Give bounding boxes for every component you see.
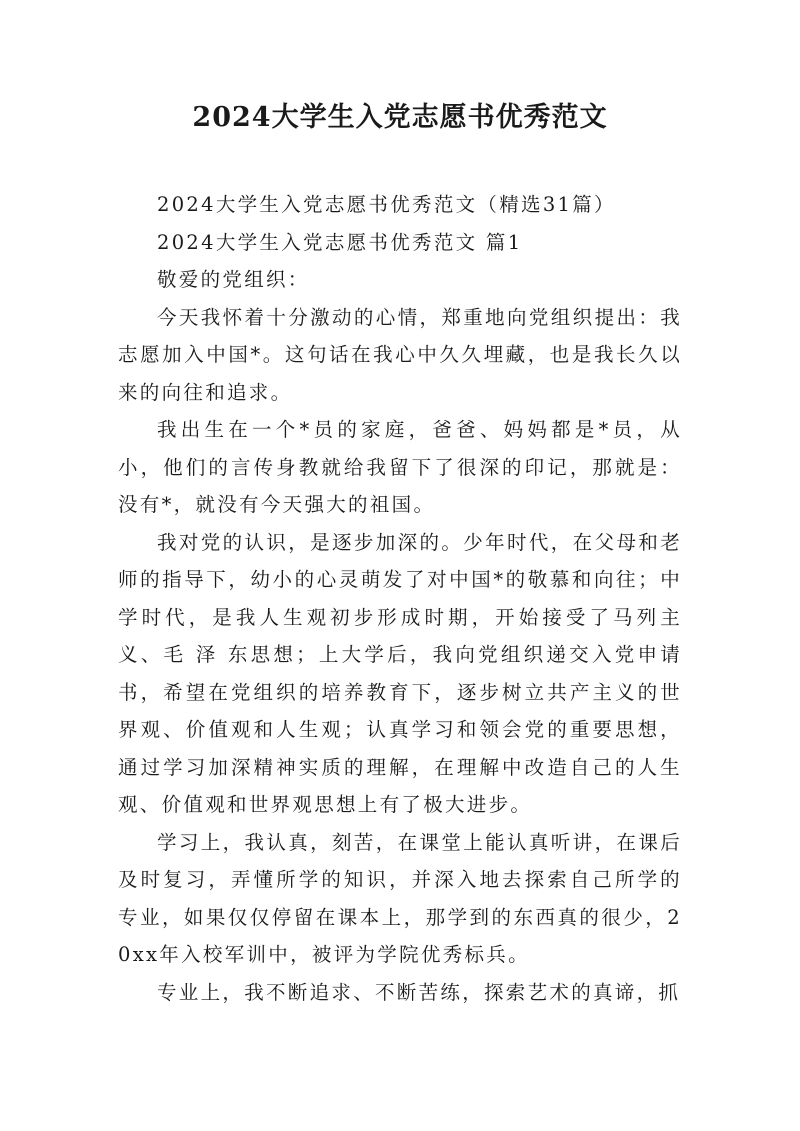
paragraph: 专业上，我不断追求、不断苦练，探索艺术的真谛，抓 (157, 980, 681, 1004)
paragraph-salutation: 敬爱的党组织： (157, 268, 310, 291)
paragraph: 今天我怀着十分激动的心情，郑重地向党组织提出：我志愿加入中国*。这句话在我心中久久埋藏，也是我长久以来的向往和追求。 (118, 305, 682, 404)
paragraph-section-heading: 2024大学生入党志愿书优秀范文 篇1 (157, 230, 523, 254)
document-body (118, 186, 682, 1011)
paragraph-subtitle: 2024大学生入党志愿书优秀范文（精选31篇） (157, 193, 616, 216)
document-title: 2024大学生入党志愿书优秀范文 (192, 102, 608, 133)
paragraph: 我对党的认识，是逐步加深的。少年时代，在父母和老师的指导下，幼小的心灵萌发了对中国*的敬慕和向往；中学时代，是我人生观初步形成时期，开始接受了马列主义、毛 泽 东思想；上大学后，我向党组织递交入党申请书，希望在党组织的培养教育下，逐步树立共产主义的世界观、价值观和人生观；认真学习和领会党的重要思想，通过学习加深精神实质的理解，在理解中改造自己的人生观、价值观和世界观思想上有了极大进步。 (118, 530, 682, 816)
paragraph: 学习上，我认真，刻苦，在课堂上能认真听讲，在课后及时复习，弄懂所学的知识，并深入地去探索自己所学的专业，如果仅仅停留在课本上，那学到的东西真的很少，20xx年入校军训中，被评为学院优秀标兵。 (118, 830, 682, 966)
paragraph: 我出生在一个*员的家庭，爸爸、妈妈都是*员，从小，他们的言传身教就给我留下了很深的印记，那就是：没有*，就没有今天强大的祖国。 (118, 418, 682, 516)
